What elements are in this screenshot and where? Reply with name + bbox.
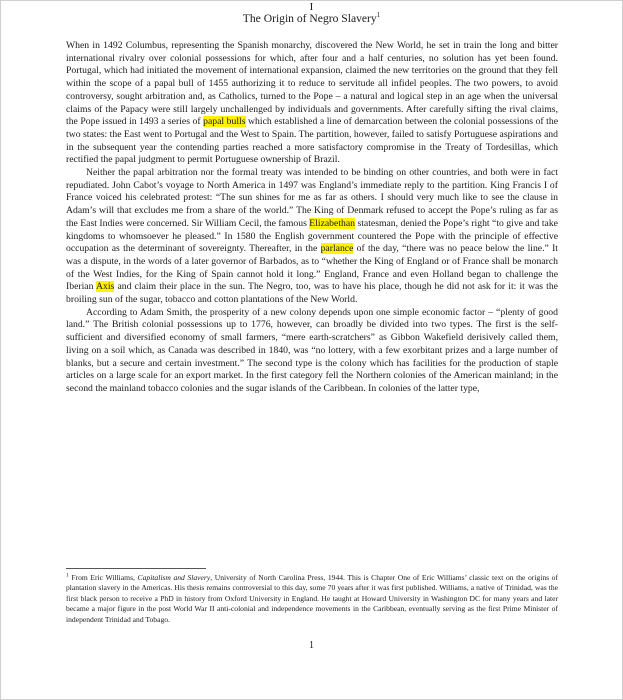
text-run: statesman, denied the Pope’s right “to give and take kingdoms to whomsoever he pleased.” In 1580 the English government countered the Pope with the principle of effective occupation as the determinant of sovereignty. Thereafter, in the bbox=[66, 217, 558, 255]
highlighted-term[interactable]: parlance bbox=[320, 243, 354, 255]
title-footnote-marker: 1 bbox=[376, 11, 381, 20]
text-run: and claim their place in the sun. The Negro, too, was to have his place, though he did not ask for it: it was the broiling sun of the sugar, tobacco and cotton plantations of the New World. bbox=[66, 281, 558, 306]
highlighted-term[interactable]: papal bulls bbox=[203, 116, 246, 128]
paragraph bbox=[66, 307, 558, 396]
text-run: When in 1492 Columbus, representing the Spanish monarchy, discovered the New World, he set in train the long and bitter international rivalry over colonial possessions for which, after four and a half centuries, no solution has yet been found. Portugal, which had initiated the movement of international expansion, claimed the new territories on the ground that they fell within the scope of a papal bull of 1455 authorizing it to reduce to servitude all infidel peoples. The two powers, to avoid controversy, sought arbitration and, as Catholics, turned to the Pope – a natural and logical step in an age when the universal claims of the Papacy were still largely unchallenged by individuals and governments. After carefully sifting the rival claims, the Pope issued in 1493 a series of bbox=[66, 40, 558, 128]
footnote-marker: 1 bbox=[66, 572, 69, 579]
text-run: According to Adam Smith, the prosperity of a new colony depends upon one simple economic factor – “plenty of good land.” The British colonial possessions up to 1776, however, can broadly be divided into two types. The first is the self-sufficient and diversified economy of small farmers, “mere earth-scratchers” as Gibbon Wakefield derisively called them, living on a soil which, as Canada was described in 1840, was “no lottery, with a few exorbitant prizes and a large number of blanks, but a secure and certain investment.” The second type is the colony which has facilities for the production of staple articles on a large scale for an export market. In the first category fell the Northern colonies of the American mainland; in the second the mainland tobacco colonies and the sugar islands of the Caribbean. In colonies of the latter type, bbox=[66, 306, 558, 394]
chapter-number: I bbox=[309, 1, 314, 13]
footnote-rule bbox=[66, 568, 206, 569]
text-run: which established a line of demarcation between the colonial possessions of the two states: the East went to Portugal and the West to Spain. The partition, however, failed to satisfy Portuguese aspirations and in the subsequent year the contending parties reached a more satisfactory compromise in the Treaty of Tordesillas, which rectified the papal judgment to permit Portuguese ownership of Brazil. bbox=[66, 116, 558, 166]
body-text bbox=[66, 40, 558, 396]
highlighted-term[interactable]: Elizabethan bbox=[309, 217, 356, 229]
footnote-text: , University of North Carolina Press, 1944. This is Chapter One of Eric Williams’ classic text on the origins of plantation slavery in the Americas. His thesis remains controversial to this day, some 70 years after it was first published. Williams, a native of Trinidad, was the first black person to receive a PhD in history from Oxford University in England. He taught at Howard University in Washington DC for many years and later became a major figure in the post World War II anti-colonial and independence movements in the Caribbean, eventually serving as the first Prime Minister of independent Trinidad and Tobago. bbox=[66, 573, 559, 624]
footnote bbox=[66, 573, 558, 625]
text-run: Neither the papal arbitration nor the formal treaty was intended to be binding on other countries, and both were in fact repudiated. John Cabot’s voyage to North America in 1497 was England’s immediate reply to the partition. King Francis I of France voiced his celebrated protest: “The sun shines for me as far as others. I should very much like to see the clause in Adam’s will that excludes me from a share of the world.” The King of Denmark refused to accept the Pope’s ruling as far as the East Indies were concerned. Sir William Cecil, the famous bbox=[66, 167, 558, 229]
page-title bbox=[0, 12, 623, 25]
footnote-intro: From Eric Williams, bbox=[68, 573, 138, 582]
footnote-book-title: Capitalism and Slavery bbox=[137, 573, 211, 582]
highlighted-term[interactable]: Axis bbox=[96, 281, 115, 293]
title-text: The Origin of Negro Slavery bbox=[242, 12, 377, 25]
paragraph bbox=[66, 167, 558, 307]
paragraph bbox=[66, 40, 558, 167]
page-number: 1 bbox=[309, 640, 314, 651]
text-run: of the day, “there was no peace below the line.” It was a dispute, in the words of a later governor of Barbados, as to “whether the King of England or of France shall be monarch of the West Indies, for the King of Spain cannot hold it long.” England, France and even Holland began to challenge the Iberian bbox=[66, 243, 558, 293]
